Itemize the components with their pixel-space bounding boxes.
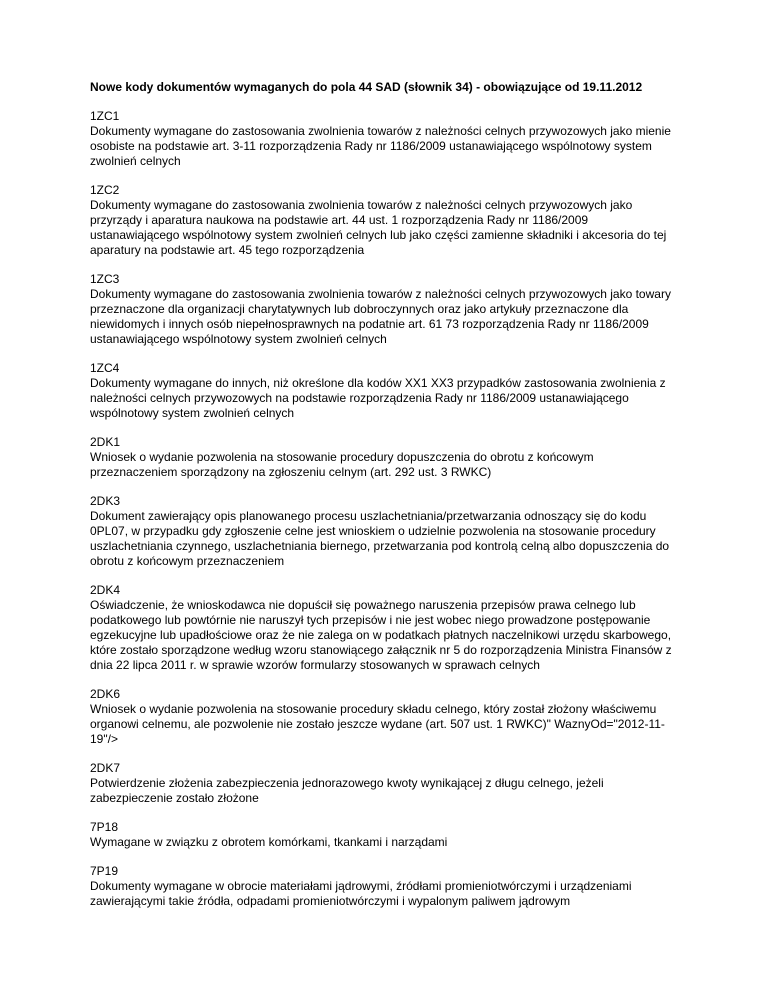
entry-description: Wymagane w związku z obrotem komórkami, tkankami i narządami (90, 835, 448, 849)
document-page (90, 80, 680, 923)
code-entry-1zc1 (90, 109, 680, 169)
entry-description: Wniosek o wydanie pozwolenia na stosowanie procedury składu celnego, który został złożony właściwemu organowi celnemu, ale pozwolenie nie zostało jeszcze wydane (art. 507 ust. 1 RWKC)" WaznyOd="2012-11-19"/> (90, 702, 665, 746)
code-entry-2dk4 (90, 583, 680, 673)
entry-code: 1ZC1 (90, 109, 120, 123)
code-entry-2dk6 (90, 687, 680, 747)
entry-code: 7P18 (90, 820, 119, 834)
document-title: Nowe kody dokumentów wymaganych do pola 44 SAD (słownik 34) - obowiązujące od 19.11.2012 (90, 80, 643, 94)
code-entry-2dk3 (90, 494, 680, 569)
entry-code: 2DK4 (90, 583, 121, 597)
code-entry-2dk1 (90, 435, 680, 480)
entry-code: 2DK1 (90, 435, 121, 449)
entry-description: Oświadczenie, że wnioskodawca nie dopuścił się poważnego naruszenia przepisów prawa celnego lub podatkowego lub powtórnie nie naruszył tych przepisów i nie jest wobec niego prowadzone postępowanie egzekucyjne lub upadłościowe oraz że nie zalega on w podatkach płatnych naczelnikowi urzędu skarbowego, które zostało sporządzone według wzoru stanowiącego załącznik nr 5 do rozporządzenia Ministra Finansów z dnia 22 lipca 2011 r. w sprawie wzorów formularzy stosowanych w sprawach celnych (90, 598, 672, 672)
entry-description: Dokumenty wymagane w obrocie materiałami jądrowymi, źródłami promieniotwórczymi i urządzeniami zawierającymi takie źródła, odpadami promieniotwórczymi i wypalonym paliwem jądrowym (90, 879, 632, 908)
entry-description: Dokumenty wymagane do innych, niż określone dla kodów XX1 XX3 przypadków zastosowania zwolnienia z należności celnych przywozowych na podstawie rozporządzenia Rady nr 1186/2009 ustanawiającego wspólnotowy system zwolnień celnych (90, 376, 666, 420)
entry-description: Potwierdzenie złożenia zabezpieczenia jednorazowego kwoty wynikającej z długu celnego, jeżeli zabezpieczenie zostało złożone (90, 776, 604, 805)
code-entry-1zc3 (90, 272, 680, 347)
entry-description: Dokumenty wymagane do zastosowania zwolnienia towarów z należności celnych przywozowych jako towary przeznaczone dla organizacji charytatywnych lub dobroczynnych oraz jako artykuły przeznaczone dla niewidomych i innych osób niepełnosprawnych na podatnie art. 61 73 rozporządzenia Rady nr 1186/2009 ustanawiającego wspólnotowy system zwolnień celnych (90, 287, 671, 346)
code-entry-7p19 (90, 864, 680, 909)
entry-code: 1ZC3 (90, 272, 120, 286)
entry-code: 1ZC4 (90, 361, 120, 375)
code-entry-7p18 (90, 820, 680, 850)
entry-code: 2DK7 (90, 761, 121, 775)
entry-description: Dokument zawierający opis planowanego procesu uszlachetniania/przetwarzania odnoszący się do kodu 0PL07, w przypadku gdy zgłoszenie celne jest wnioskiem o udzielnie pozwolenia na stosowanie procedury uszlachetniania czynnego, uszlachetniania biernego, przetwarzania pod kontrolą celną albo dopuszczenia do obrotu z końcowym przeznaczeniem (90, 509, 670, 568)
code-entry-2dk7 (90, 761, 680, 806)
code-entry-1zc2 (90, 183, 680, 258)
entry-description: Dokumenty wymagane do zastosowania zwolnienia towarów z należności celnych przywozowych jako przyrządy i aparatura naukowa na podstawie art. 44 ust. 1 rozporządzenia Rady nr 1186/2009 ustanawiającego wspólnotowy system zwolnień celnych lub jako części zamienne składniki i akcesoria do tej aparatury na podstawie art. 45 tego rozporządzenia (90, 198, 667, 257)
entry-description: Dokumenty wymagane do zastosowania zwolnienia towarów z należności celnych przywozowych jako mienie osobiste na podstawie art. 3-11 rozporządzenia Rady nr 1186/2009 ustanawiającego wspólnotowy system zwolnień celnych (90, 124, 671, 168)
entry-code: 1ZC2 (90, 183, 120, 197)
entry-description: Wniosek o wydanie pozwolenia na stosowanie procedury dopuszczenia do obrotu z końcowym przeznaczeniem sporządzony na zgłoszeniu celnym (art. 292 ust. 3 RWKC) (90, 450, 594, 479)
entry-code: 2DK3 (90, 494, 121, 508)
code-entry-1zc4 (90, 361, 680, 421)
entry-code: 2DK6 (90, 687, 121, 701)
entry-code: 7P19 (90, 864, 119, 878)
